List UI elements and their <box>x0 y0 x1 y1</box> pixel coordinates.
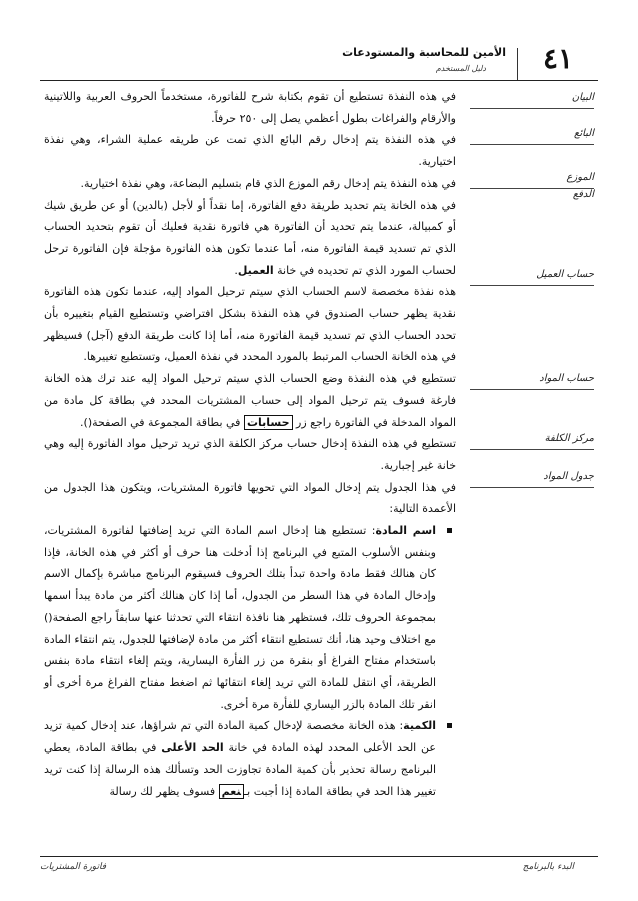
bullet-material-name <box>44 520 452 715</box>
side-label-text: مركز الكلفة <box>544 433 594 444</box>
side-divider <box>470 389 594 390</box>
bullet-text: : تستطيع هنا إدخال اسم المادة التي تريد إضافتها لفاتورة المشتريات، وبنفس الأسلوب المتبع في البرنامج إذا أدخلت هنا حرف أو أكثر في هذه الخانة، فإذا كان هنالك فقط مادة واحدة تبدأ بتلك الحروف فسيقوم البرنامج مباشرة بإكمال الاسم وإدخال المادة في هذا السطر من الجدول، أما إذا كان هنالك أكثر من مادة يبدأ اسمها بمجموعة الحروف تلك، فستظهر هنا نافذة انتقاء التي تحدثنا عنها سابقاً راجع الصفحة() مع اختلاف وحيد هنا، أنك تستطيع انتقاء أكثر من مادة لإضافتها للجدول، يتم انتقاء المادة باستخدام مفتاح الفراغ أو بنقرة من زر الفأرة اليسارية، ويتم إلغاء انتقاء مادة بنفس الطريقة، أي انتقل للمادة التي تريد إلغاء انتقائها ثم اضغط مفتاح الفراغ مرة أخرى أو انقر تلك المادة بالزر اليساري للفأرة مرة أخرى. <box>44 524 436 711</box>
bullet-text: : هذه الخانة مخصصة لإدخال كمية المادة التي تم شراؤها، عند إدخال كمية تزيد عن الحد الأعلى المحدد لهذه المادة في خانة <box>44 719 436 755</box>
book-subtitle: دليل المستخدم <box>435 64 486 73</box>
page-number: ٤١ <box>542 42 574 75</box>
side-label-text: الموزع <box>566 172 594 183</box>
book-title: الأمين للمحاسبة والمستودعات <box>342 46 506 59</box>
side-label-cost-center <box>470 433 594 450</box>
side-label-text: البيان <box>571 92 594 103</box>
paragraph-cost-center: تستطيع في هذه النفذة إدخال حساب مركز الكلفة الذي تريد ترحيل مواد الفاتورة إليه وهي خانة غير إجبارية. <box>44 437 456 472</box>
header-divider <box>517 48 518 80</box>
bullet-marker <box>447 528 452 533</box>
side-label-materials-table <box>470 471 594 488</box>
bold-term: العميل <box>237 263 274 277</box>
bullet-marker <box>447 723 452 728</box>
bullet-term: اسم المادة <box>375 524 436 538</box>
side-label-client-account <box>470 269 594 286</box>
paragraph-client-account: هذه نفذة مخصصة لاسم الحساب الذي سيتم ترحيل المواد إليه، عندما تكون هذه الفاتورة نقدية يظهر حساب الصندوق في هذه النفذة بشكل افتراضي وتستطيع القيام بتغييره بأن تحدد الحساب الذي تم تسديد قيمة الفاتورة منه، أما إذا كانت طريقة الدفع (آجل) فسيظهر في هذه الخانة الحساب المرتبط بالمورد المحدد في نفذة العميل، وتستطيع تغييرها. <box>44 285 456 364</box>
accounts-button-ref: حسابات <box>244 415 293 430</box>
paragraph-statement: في هذه النفذة تستطيع أن تقوم بكتابة شرح للفاتورة، مستخدماً الحروف العربية واللاتينية والأرقام والفراغات بطول أعظمي يصل إلى ٢٥٠ حرفاً. <box>44 90 456 125</box>
side-label-statement <box>470 92 594 109</box>
side-label-text: حساب المواد <box>539 373 594 384</box>
bullet-term: الكمية <box>403 719 436 733</box>
main-text <box>44 86 456 802</box>
header-rule <box>40 80 598 81</box>
paragraph-distributor: في هذه النفذة يتم إدخال رقم الموزع الذي قام بتسليم البضاعة، وهي نفذة اختيارية. <box>80 176 456 190</box>
side-divider <box>470 144 594 145</box>
side-divider <box>470 449 594 450</box>
yes-button-ref: نعم <box>219 784 244 799</box>
paragraph-text: تستطيع في هذه النفذة وضع الحساب الذي سيتم ترحيل المواد إليه عند ترك هذه الخانة فارغة فسوف يتم ترحيل المواد إلى حساب المشتريات المحدد في بطاقة كل مادة من المواد المدخلة في الفاتورة راجع زر <box>44 372 456 429</box>
paragraph-text: في بطاقة المجموعة في الصفحة(). <box>80 415 241 429</box>
bold-term: الحد الأعلى <box>161 741 224 755</box>
bullet-quantity <box>44 715 452 802</box>
side-divider <box>470 285 594 286</box>
side-divider <box>470 487 594 488</box>
paragraph-materials-table: في هذا الجدول يتم إدخال المواد التي تحويها فاتورة المشتريات، ويتكون هذا الجدول من الأعمدة التالية: <box>44 480 456 516</box>
paragraph-text: في هذه الخانة يتم تحديد طريقة دفع الفاتورة، إما نقداً أو لأجل (بالدين) أو عن طريق شيك أو كمبيالة، عندما يتم تحديد أن الفاتورة هي فاتورة نقدية فعليك أن تقوم بتحديد الحساب الذي تم تسديد قيمة الفاتورة منه، أما عندما تكون هذه الفاتورة مؤجلة فإن الفاتورة ترحل لحساب المورد الذي تم تحديده في خانة <box>44 198 456 277</box>
side-label-materials-account <box>470 373 594 390</box>
footer-rule <box>40 856 598 857</box>
paragraph-payment: في هذه الخانة يتم تحديد طريقة دفع الفاتورة، إما نقداً أو لأجل (بالدين) أو عن طريق شيك أو كمبيالة، عندما يتم تحديد أن الفاتورة هي فاتورة نقدية فعليك أن تقوم بتحديد الحساب الذي تم تسديد قيمة الفاتورة منه، أما عندما تكون هذه الفاتورة مؤجلة فإن الفاتورة ترحل لحساب المورد الذي تم تحديده في خانة العميل. <box>44 198 456 277</box>
footer-chapter-title: فاتورة المشتريات <box>40 862 106 872</box>
footer-section-title: البدء بالبرنامج <box>522 862 574 872</box>
side-label-text: حساب العميل <box>536 269 594 280</box>
paragraph-materials-account <box>44 368 456 433</box>
side-label-text: الدفع <box>572 189 594 200</box>
side-divider <box>470 108 594 109</box>
page-header <box>40 40 598 80</box>
bullet-text: في بطاقة المادة، يعطي البرنامج رسالة تحذير بأن كمية المادة تجاوزت الحد وتسألك هذه الرسالة إذا كنت تريد تغيير هذا الحد في بطاقة المادة إذا أجبت بـ <box>44 741 436 798</box>
side-label-text: البائع <box>574 128 594 139</box>
paragraph-seller: في هذه النفذة يتم إدخال رقم البائع الذي تمت عن طريقه عملية الشراء، وهي نفذة اختيارية. <box>44 133 456 169</box>
side-label-distributor-payment <box>470 172 594 201</box>
side-label-seller <box>470 128 594 145</box>
bullet-text: فسوف يظهر لك رسالة <box>109 784 216 798</box>
side-label-text: جدول المواد <box>543 471 594 482</box>
